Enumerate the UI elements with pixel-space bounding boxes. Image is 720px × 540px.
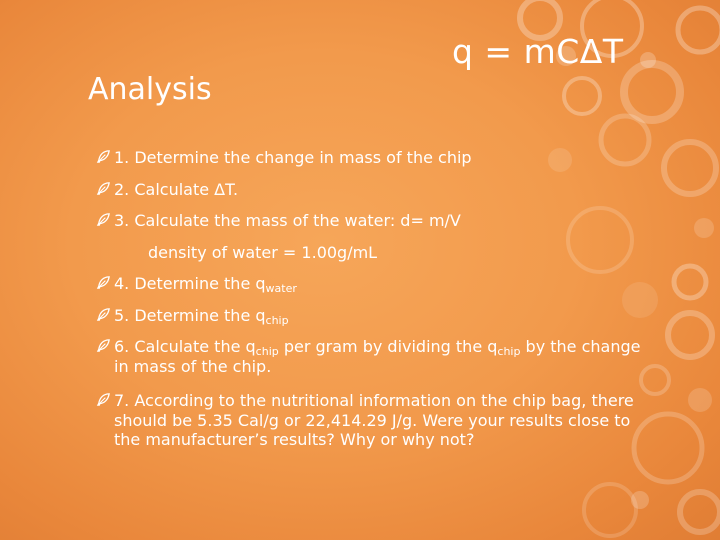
list-item [96,306,656,326]
feather-icon [96,338,111,353]
list-item [96,211,656,231]
subscript-chip: chip [255,345,279,358]
step-5-text: 5. Determine the q [114,305,266,325]
list-item [96,274,656,294]
subscript-chip: chip [497,345,521,358]
feather-icon [96,149,111,164]
subscript-chip: chip [265,313,289,327]
feather-icon [96,392,111,407]
list-item [96,391,656,450]
feather-icon [96,307,111,322]
step-3-text: 3. Calculate the mass of the water: d= m/V [114,211,461,230]
step-6-text-a: 6. Calculate the q [114,337,256,356]
feather-icon [96,181,111,196]
formula-heading: q = mCΔT [452,32,624,71]
feather-icon [96,212,111,227]
list-item [96,337,656,376]
density-note: density of water = 1.00g/mL [148,242,378,262]
list-item-sub [96,243,656,263]
step-6-text-b: per gram by dividing the q [278,337,498,356]
slide-title: Analysis [88,72,212,107]
step-1-text: 1. Determine the change in mass of the chip [114,148,472,167]
step-7-text: 7. According to the nutritional information on the chip bag, there should be 5.35 Cal/g or 22,414.29 J/g. Were your results close to the manufacturer’s results? Why or why not? [114,391,634,449]
step-2-text: 2. Calculate ΔT. [114,179,239,199]
analysis-steps-list [96,148,656,450]
list-item [96,148,656,168]
feather-icon [96,275,111,290]
step-6-text-c: by the change in mass of the chip. [114,337,641,376]
subscript-water: water [265,282,297,295]
list-item [96,180,656,200]
step-4-text: 4. Determine the q [114,274,266,293]
